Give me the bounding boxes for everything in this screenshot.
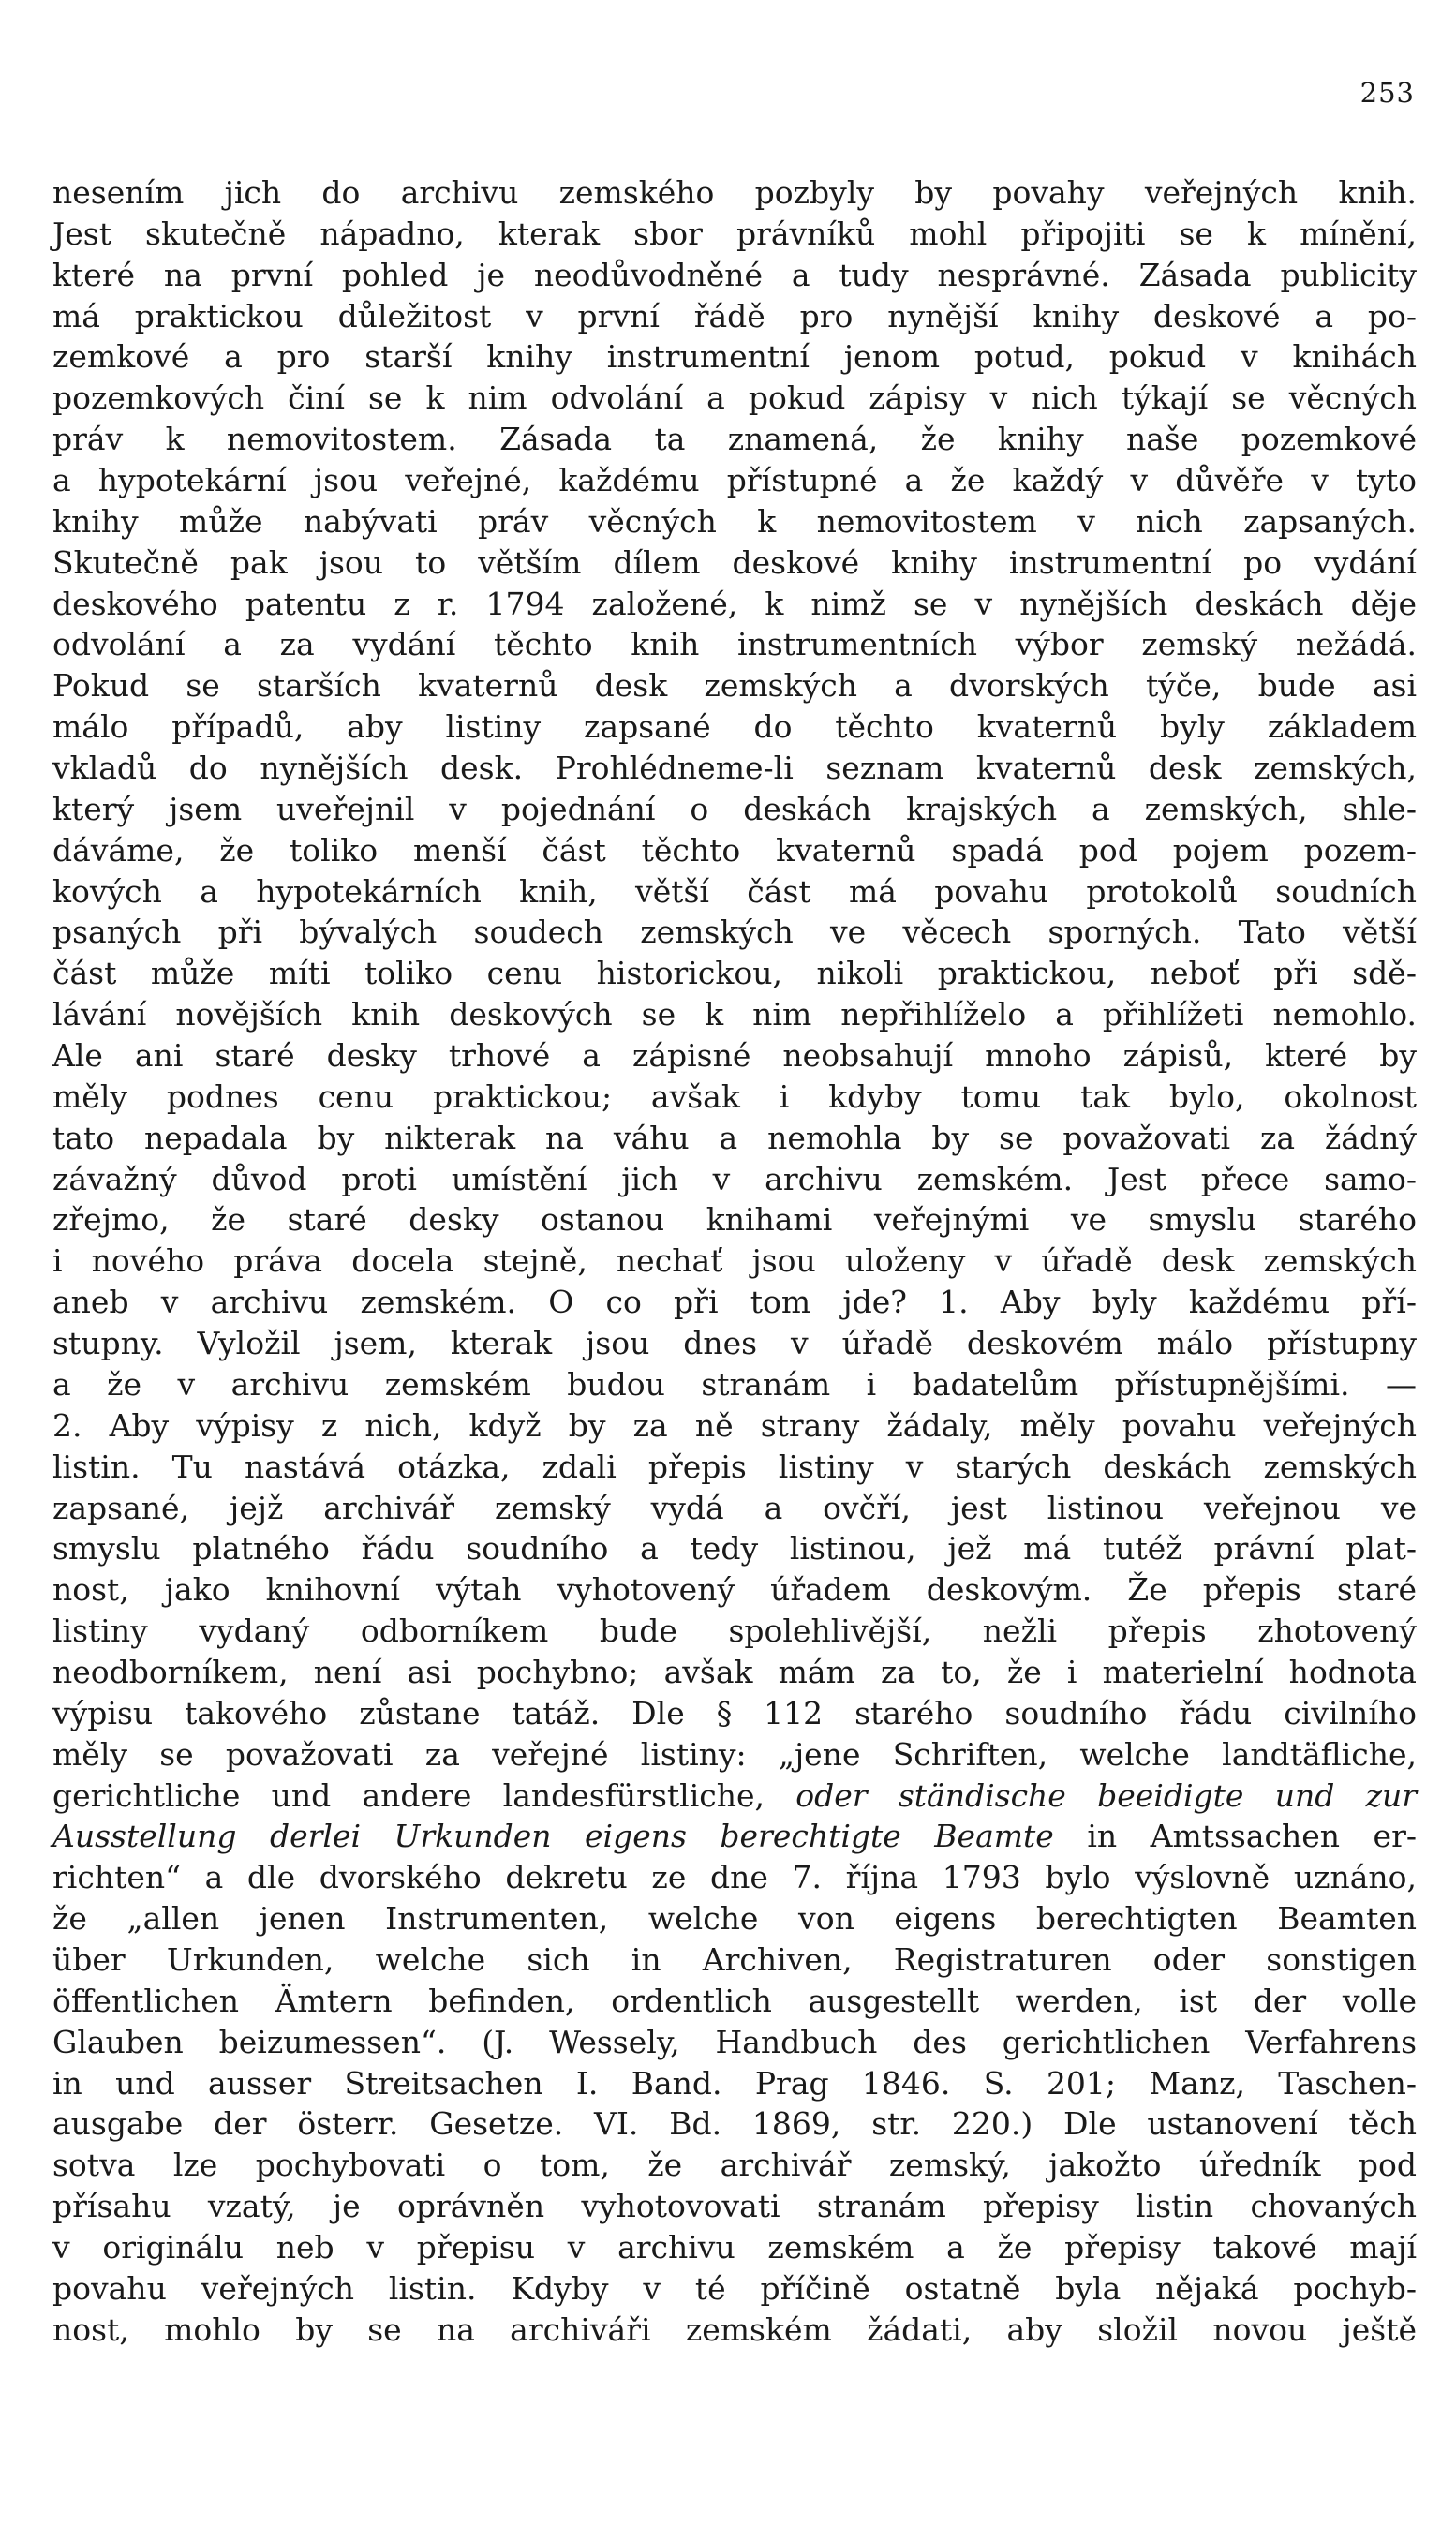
text-line [52,624,1417,665]
text-run: práv k nemovitostem. Zásada ta znamená, že knihy naše pozemkové [52,421,1417,458]
text-run: má praktickou důležitost v první řádě pro nynější knihy deskové a po- [52,297,1417,334]
italic-run: oder ständische beeidigte und zur [795,1776,1417,1814]
text-run: tato nepadala by nikterak na váhu a nemohla by se považovati za žádný [52,1119,1417,1156]
text-line [52,584,1417,625]
text-run: richten“ a dle dvorského dekretu ze dne 7. října 1793 bylo výslovně uznáno, [52,1859,1417,1896]
text-line [52,953,1417,994]
text-line [52,2227,1417,2268]
text-run: knihy může nabývati práv věcných k nemovitostem v nich zapsaných. [52,502,1417,540]
text-run: měly podnes cenu praktickou; avšak i kdyby tomu tak bylo, okolnost [52,1077,1417,1115]
text-run: über Urkunden, welche sich in Archiven, Registraturen oder sonstigen [52,1940,1417,1978]
text-run: kových a hypotekárních knih, větší část má povahu protokolů soudních [52,872,1417,910]
text-run: vkladů do nynějších desk. Prohlédneme-li seznam kvaternů desk zemských, [52,750,1417,787]
text-run: aneb v archivu zemském. O co při tom jde? 1. Aby byly každému pří- [52,1284,1417,1321]
text-line [52,2022,1417,2063]
text-run: výpisu takového zůstane tatáž. Dle § 112 starého soudního řádu civilního [52,1694,1417,1731]
text-line [52,912,1417,953]
text-line [52,1405,1417,1447]
text-line [52,1569,1417,1611]
text-line [52,1611,1417,1652]
text-line [52,2186,1417,2227]
text-line [52,1447,1417,1488]
text-run: a hypotekární jsou veřejné, každému přístupné a že každý v důvěře v tyto [52,462,1417,499]
text-line [52,419,1417,460]
text-run: přísahu vzatý, je oprávněn vyhotovovati stranám přepisy listin chovaných [52,2188,1417,2225]
text-run: deskového patentu z r. 1794 založené, k nimž se v nynějších deskách děje [52,585,1417,622]
text-run: odvolání a za vydání těchto knih instrumentních výbor zemský nežádá. [52,626,1417,663]
text-run: gerichtliche und andere landesfürstliche, [52,1776,796,1814]
text-run: povahu veřejných listin. Kdyby v té příčině ostatně byla nějaká pochyb- [52,2269,1417,2307]
text-line [52,1323,1417,1364]
text-run: Glauben beizumessen“. (J. Wessely, Handbuch des gerichtlichen Verfahrens [52,2023,1417,2060]
text-line [52,1898,1417,1939]
text-run: stupny. Vyložil jsem, kterak jsou dnes v úřadě deskovém málo přístupny [52,1325,1417,1362]
text-line [52,255,1417,296]
text-line [52,2063,1417,2104]
text-run: i nového práva docela stejně, nechať jsou uloženy v úřadě desk zemských [52,1242,1417,1280]
text-line [52,830,1417,871]
text-line [52,1857,1417,1898]
text-run: listin. Tu nastává otázka, zdali přepis listiny v starých deskách zemských [52,1448,1417,1485]
text-line [52,2310,1417,2351]
text-run: psaných při bývalých soudech zemských ve věcech sporných. Tato větší [52,914,1417,951]
text-line [52,1693,1417,1734]
text-run: smyslu platného řádu soudního a tedy listinou, jež má tutéž právní plat- [52,1530,1417,1568]
text-run: a že v archivu zemském budou stranám i badatelům přístupnějšími. — [52,1365,1417,1403]
text-line [52,1077,1417,1118]
text-run: sotva lze pochybovati o tom, že archivář zemský, jakožto úředník pod [52,2147,1417,2184]
text-run: ausgabe der österr. Gesetze. VI. Bd. 1869, str. 220.) Dle ustanovení těch [52,2105,1417,2143]
text-run: neodborníkem, není asi pochybno; avšak mám za to, že i materielní hodnota [52,1653,1417,1690]
text-run: Jest skutečně nápadno, kterak sbor právníků mohl připojiti se k mínění, [52,215,1417,252]
text-line [52,706,1417,748]
text-line [52,542,1417,584]
text-line [52,172,1417,214]
body-text [52,172,1417,2351]
text-line [52,748,1417,789]
text-line [52,1981,1417,2022]
text-line [52,214,1417,255]
text-run: část může míti toliko cenu historickou, nikoli praktickou, neboť při sdě- [52,955,1417,992]
text-run: měly se považovati za veřejné listiny: „jene Schriften, welche landtäfliche, [52,1735,1417,1773]
text-run: Ale ani staré desky trhové a zápisné neobsahují mnoho zápisů, které by [52,1037,1417,1075]
text-line [52,1241,1417,1282]
text-run: lávání novějších knih deskových se k nim nepřihlíželo a přihlížeti nemohlo. [52,996,1417,1033]
text-line [52,1199,1417,1241]
text-run: Pokud se starších kvaternů desk zemských a dvorských týče, bude asi [52,667,1417,705]
text-line [52,296,1417,337]
text-line [52,1652,1417,1693]
text-line [52,1488,1417,1529]
text-line [52,460,1417,501]
text-run: nesením jich do archivu zemského pozbyly by povahy veřejných knih. [52,174,1417,211]
text-line [52,1528,1417,1569]
text-run: öffentlichen Ämtern befinden, ordentlich ausgestellt werden, ist der volle [52,1982,1417,2019]
text-run: zapsané, jejž archivář zemský vydá a ovčří, jest listinou veřejnou ve [52,1489,1417,1526]
page-number: 253 [1359,77,1415,109]
text-run: 2. Aby výpisy z nich, když by za ně strany žádaly, měly povahu veřejných [52,1406,1417,1444]
text-line [52,336,1417,378]
text-line [52,1734,1417,1776]
text-line [52,1159,1417,1200]
text-run: který jsem uveřejnil v pojednání o deskách krajských a zemských, shle- [52,790,1417,827]
text-run: zemkové a pro starší knihy instrumentní jenom potud, pokud v knihách [52,338,1417,376]
italic-run: Ausstellung derlei Urkunden eigens berechtigte Beamte [52,1818,1054,1855]
text-line [52,994,1417,1035]
text-run: Skutečně pak jsou to větším dílem deskové knihy instrumentní po vydání [52,543,1417,581]
text-line [52,1118,1417,1159]
text-run: závažný důvod proti umístění jich v archivu zemském. Jest přece samo- [52,1160,1417,1197]
text-line [52,2103,1417,2145]
text-run: dáváme, že toliko menší část těchto kvaternů spadá pod pojem pozem- [52,831,1417,869]
text-line [52,1282,1417,1323]
text-line [52,871,1417,913]
text-run: že „allen jenen Instrumenten, welche von eigens berechtigten Beamten [52,1900,1417,1938]
text-run: in und ausser Streitsachen I. Band. Prag 1846. S. 201; Manz, Taschen- [52,2064,1417,2102]
text-run: nost, jako knihovní výtah vyhotovený úřadem deskovým. Že přepis staré [52,1571,1417,1609]
text-line [52,665,1417,706]
text-line [52,789,1417,830]
text-run: zřejmo, že staré desky ostanou knihami veřejnými ve smyslu starého [52,1201,1417,1239]
text-line [52,2145,1417,2186]
text-run: in Amtssachen er- [1053,1818,1417,1855]
text-run: které na první pohled je neodůvodněné a tudy nesprávné. Zásada publicity [52,256,1417,293]
text-line [52,501,1417,542]
text-line [52,1776,1417,1817]
text-line [52,1939,1417,1981]
text-line [52,1364,1417,1405]
text-line [52,1035,1417,1077]
text-run: v originálu neb v přepisu v archivu zemském a že přepisy takové mají [52,2228,1417,2266]
text-run: nost, mohlo by se na archiváři zemském žádati, aby složil novou ještě [52,2311,1417,2348]
text-line [52,378,1417,419]
text-run: málo případů, aby listiny zapsané do těchto kvaternů byly základem [52,708,1417,746]
text-run: pozemkových činí se k nim odvolání a pokud zápisy v nich týkají se věcných [52,379,1417,417]
text-line [52,1816,1417,1857]
text-line [52,2268,1417,2310]
text-run: listiny vydaný odborníkem bude spolehlivější, nežli přepis zhotovený [52,1612,1417,1650]
